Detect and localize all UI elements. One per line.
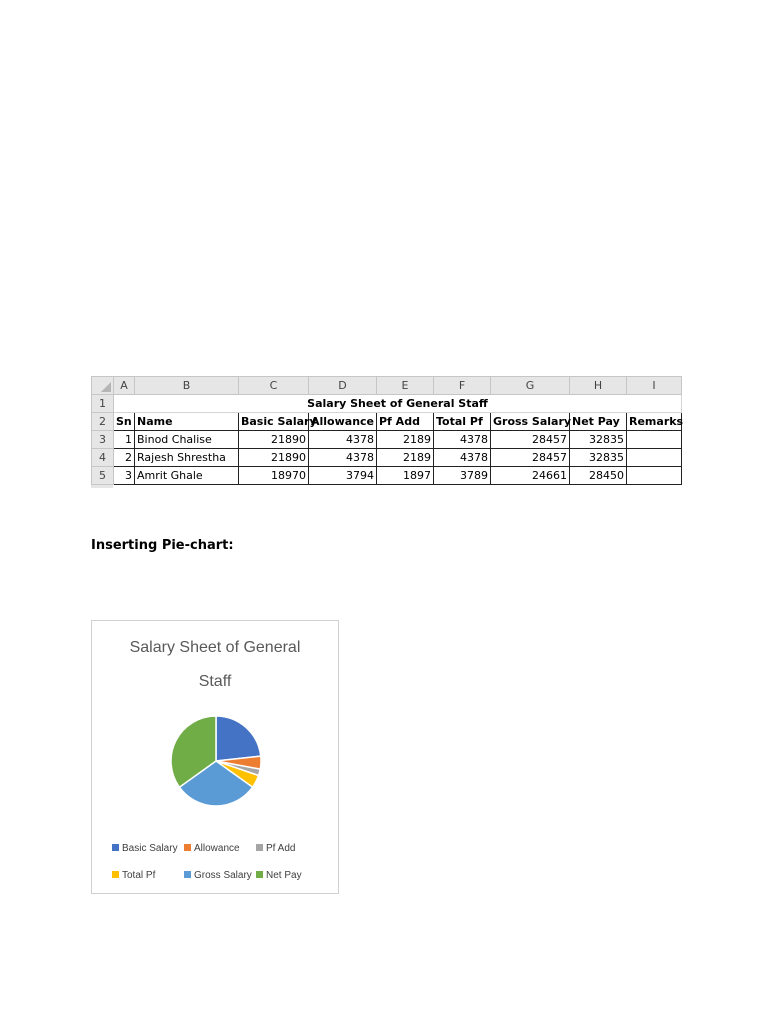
select-all-corner[interactable] [92,377,114,395]
legend-item-pf-add[interactable] [256,843,295,854]
cell-gross-salary[interactable]: 28457 [491,449,570,467]
legend-item-net-pay[interactable] [256,870,302,881]
cell-basic-salary[interactable]: 18970 [239,467,309,485]
cell-remarks[interactable] [627,467,682,485]
legend-label: Basic Salary [122,843,178,854]
select-all-icon [101,382,111,392]
legend-swatch [112,844,119,851]
chart-title-line-1: Salary Sheet of General [129,639,301,656]
row-header-1[interactable]: 1 [92,395,114,413]
column-header-g[interactable]: G [491,377,570,395]
row-header-5[interactable]: 5 [92,467,114,485]
header-cell-allowance[interactable]: Allowance [309,413,377,431]
column-header-f[interactable]: F [434,377,491,395]
chart-title-line-2: Staff [198,673,232,690]
cell-basic-salary[interactable]: 21890 [239,431,309,449]
pie-slice-basic-salary[interactable] [216,716,261,761]
header-cell-remarks[interactable]: Remarks [627,413,682,431]
cell-allowance[interactable]: 4378 [309,431,377,449]
cell-gross-salary[interactable]: 24661 [491,467,570,485]
cell-gross-salary[interactable]: 28457 [491,431,570,449]
row-header-overflow [91,485,113,488]
column-header-a[interactable]: A [114,377,135,395]
salary-table [91,376,682,485]
legend-label: Gross Salary [194,870,252,881]
cell-basic-salary[interactable]: 21890 [239,449,309,467]
header-cell-pf-add[interactable]: Pf Add [377,413,434,431]
header-cell-sn[interactable]: Sn [114,413,135,431]
cell-name[interactable]: Rajesh Shrestha [135,449,239,467]
header-cell-total-pf[interactable]: Total Pf [434,413,491,431]
column-header-d[interactable]: D [309,377,377,395]
cell-name[interactable]: Binod Chalise [135,431,239,449]
cell-sn[interactable]: 2 [114,449,135,467]
header-cell-name[interactable]: Name [135,413,239,431]
header-cell-basic-salary[interactable]: Basic Salary [239,413,309,431]
legend-item-allowance[interactable] [184,843,240,854]
cell-pf-add[interactable]: 1897 [377,467,434,485]
cell-name[interactable]: Amrit Ghale [135,467,239,485]
legend-item-gross-salary[interactable] [184,870,252,881]
spreadsheet [91,376,684,488]
cell-total-pf[interactable]: 4378 [434,449,491,467]
sheet-row-1 [92,395,682,413]
cell-sn[interactable]: 1 [114,431,135,449]
legend-item-total-pf[interactable] [112,870,155,881]
legend-swatch [184,844,191,851]
pie-chart[interactable] [91,620,339,894]
legend-swatch [256,844,263,851]
legend-label: Total Pf [122,870,156,881]
legend-item-basic-salary[interactable] [112,843,178,854]
column-header-b[interactable]: B [135,377,239,395]
column-header-row [92,377,682,395]
cell-allowance[interactable]: 3794 [309,467,377,485]
header-cell-gross-salary[interactable]: Gross Salary [491,413,570,431]
row-header-4[interactable]: 4 [92,449,114,467]
legend-label: Allowance [194,843,240,854]
cell-total-pf[interactable]: 3789 [434,467,491,485]
cell-net-pay[interactable]: 28450 [570,467,627,485]
row-header-3[interactable]: 3 [92,431,114,449]
sheet-row-2 [92,413,682,431]
header-cell-net-pay[interactable]: Net Pay [570,413,627,431]
cell-allowance[interactable]: 4378 [309,449,377,467]
cell-remarks[interactable] [627,449,682,467]
cell-net-pay[interactable]: 32835 [570,449,627,467]
cell-sn[interactable]: 3 [114,467,135,485]
cell-net-pay[interactable]: 32835 [570,431,627,449]
column-header-i[interactable]: I [627,377,682,395]
table-row [92,431,682,449]
table-row [92,449,682,467]
cell-pf-add[interactable]: 2189 [377,449,434,467]
sheet-title-cell[interactable]: Salary Sheet of General Staff [114,395,682,413]
cell-total-pf[interactable]: 4378 [434,431,491,449]
row-header-2[interactable]: 2 [92,413,114,431]
column-header-e[interactable]: E [377,377,434,395]
column-header-c[interactable]: C [239,377,309,395]
cell-remarks[interactable] [627,431,682,449]
legend-swatch [184,871,191,878]
table-row [92,467,682,485]
legend-swatch [112,871,119,878]
legend-label: Pf Add [266,843,296,854]
legend-label: Net Pay [266,870,302,881]
legend-swatch [256,871,263,878]
cell-pf-add[interactable]: 2189 [377,431,434,449]
column-header-h[interactable]: H [570,377,627,395]
section-heading: Inserting Pie-chart: [91,538,234,553]
